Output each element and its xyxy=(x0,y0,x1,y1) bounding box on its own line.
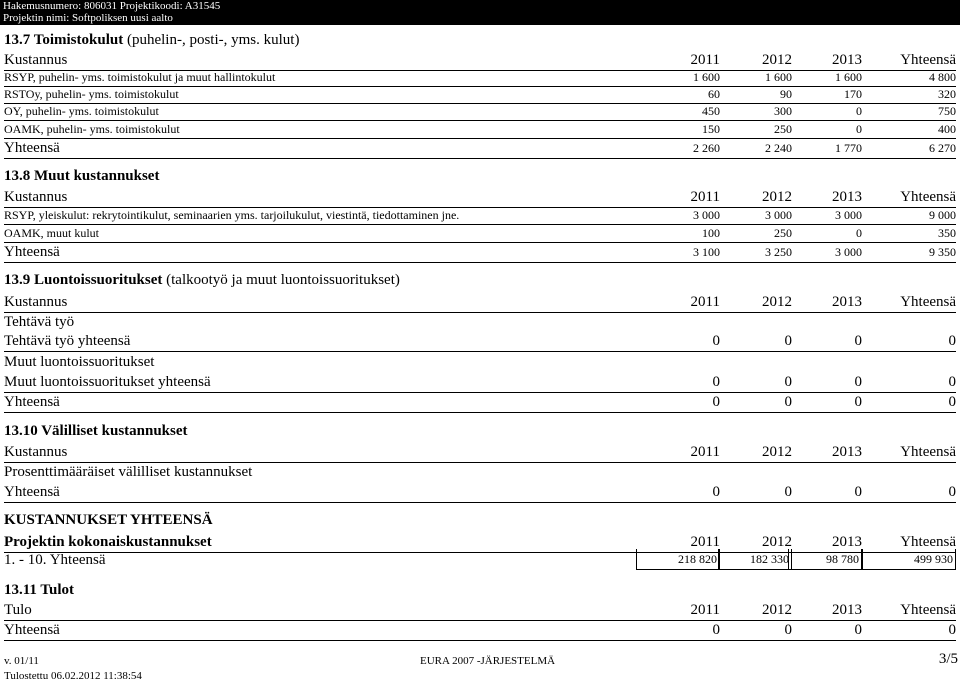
table-row: RSYP, yleiskulut: rekrytointikulut, seminaarien yms. tarjoilukulut, viestintä, tiedottaminen jne. 3 000 3 000 3 000 9 000 xyxy=(4,206,956,225)
table-subtotal-row: Muut luontoissuoritukset yhteensä 0 0 0 0 xyxy=(4,372,956,393)
printed-timestamp: Tulostettu 06.02.2012 11:38:54 xyxy=(4,670,142,682)
section-title-13-11: 13.11 Tulot xyxy=(4,582,75,598)
section-title-13-9: 13.9 Luontoissuoritukset (talkootyö ja muut luontoissuoritukset) xyxy=(4,272,400,288)
table-total-row: Yhteensä 0 0 0 0 xyxy=(4,482,956,503)
subgroup-label: Muut luontoissuoritukset xyxy=(4,354,155,370)
system-label: EURA 2007 -JÄRJESTELMÄ xyxy=(420,655,556,667)
table-row: OAMK, puhelin- yms. toimistokulut 150 250 0 400 xyxy=(4,120,956,139)
table-header: Kustannus 2011 2012 2013 Yhteensä xyxy=(4,292,956,313)
table-header: Kustannus 2011 2012 2013 Yhteensä xyxy=(4,50,956,71)
table-header: Kustannus 2011 2012 2013 Yhteensä xyxy=(4,187,956,208)
page-number: 3/5 xyxy=(938,651,958,667)
table-row: OY, puhelin- yms. toimistokulut 450 300 0 750 xyxy=(4,102,956,121)
table-header: Kustannus 2011 2012 2013 Yhteensä xyxy=(4,442,956,463)
table-row: RSTOy, puhelin- yms. toimistokulut 60 90 170 320 xyxy=(4,85,956,104)
table-total-row: Yhteensä 0 0 0 0 xyxy=(4,392,956,413)
table-total-row: Yhteensä 0 0 0 0 xyxy=(4,620,956,641)
table-total-row: Yhteensä 3 100 3 250 3 000 9 350 xyxy=(4,242,956,263)
project-name: Projektin nimi: Softpoliksen uusi aalto xyxy=(3,12,173,24)
summary-title: KUSTANNUKSET YHTEENSÄ xyxy=(4,512,213,528)
section-title-13-7: 13.7 Toimistokulut (puhelin-, posti-, yms. kulut) xyxy=(4,32,300,48)
section-title-13-8: 13.8 Muut kustannukset xyxy=(4,168,160,184)
table-total-row: Yhteensä 2 260 2 240 1 770 6 270 xyxy=(4,138,956,159)
application-number: Hakemusnumero: 806031 Projektikoodi: A31545 xyxy=(3,0,221,12)
version-label: v. 01/11 xyxy=(4,655,39,667)
table-header: Projektin kokonaiskustannukset 2011 2012 2013 Yhteensä xyxy=(4,532,956,553)
table-header: Tulo 2011 2012 2013 Yhteensä xyxy=(4,600,956,621)
subgroup-label: Prosenttimääräiset välilliset kustannukset xyxy=(4,464,253,480)
table-subtotal-row: Tehtävä työ yhteensä 0 0 0 0 xyxy=(4,331,956,352)
document-header xyxy=(0,0,960,25)
section-title-13-10: 13.10 Välilliset kustannukset xyxy=(4,423,188,439)
table-row: RSYP, puhelin- yms. toimistokulut ja muut hallintokulut 1 600 1 600 1 600 4 800 xyxy=(4,68,956,87)
subgroup-label: Tehtävä työ xyxy=(4,314,75,330)
grand-total-row: 1. - 10. Yhteensä 218 820 182 330 98 780 499 930 xyxy=(4,550,956,570)
table-row: OAMK, muut kulut 100 250 0 350 xyxy=(4,224,956,243)
